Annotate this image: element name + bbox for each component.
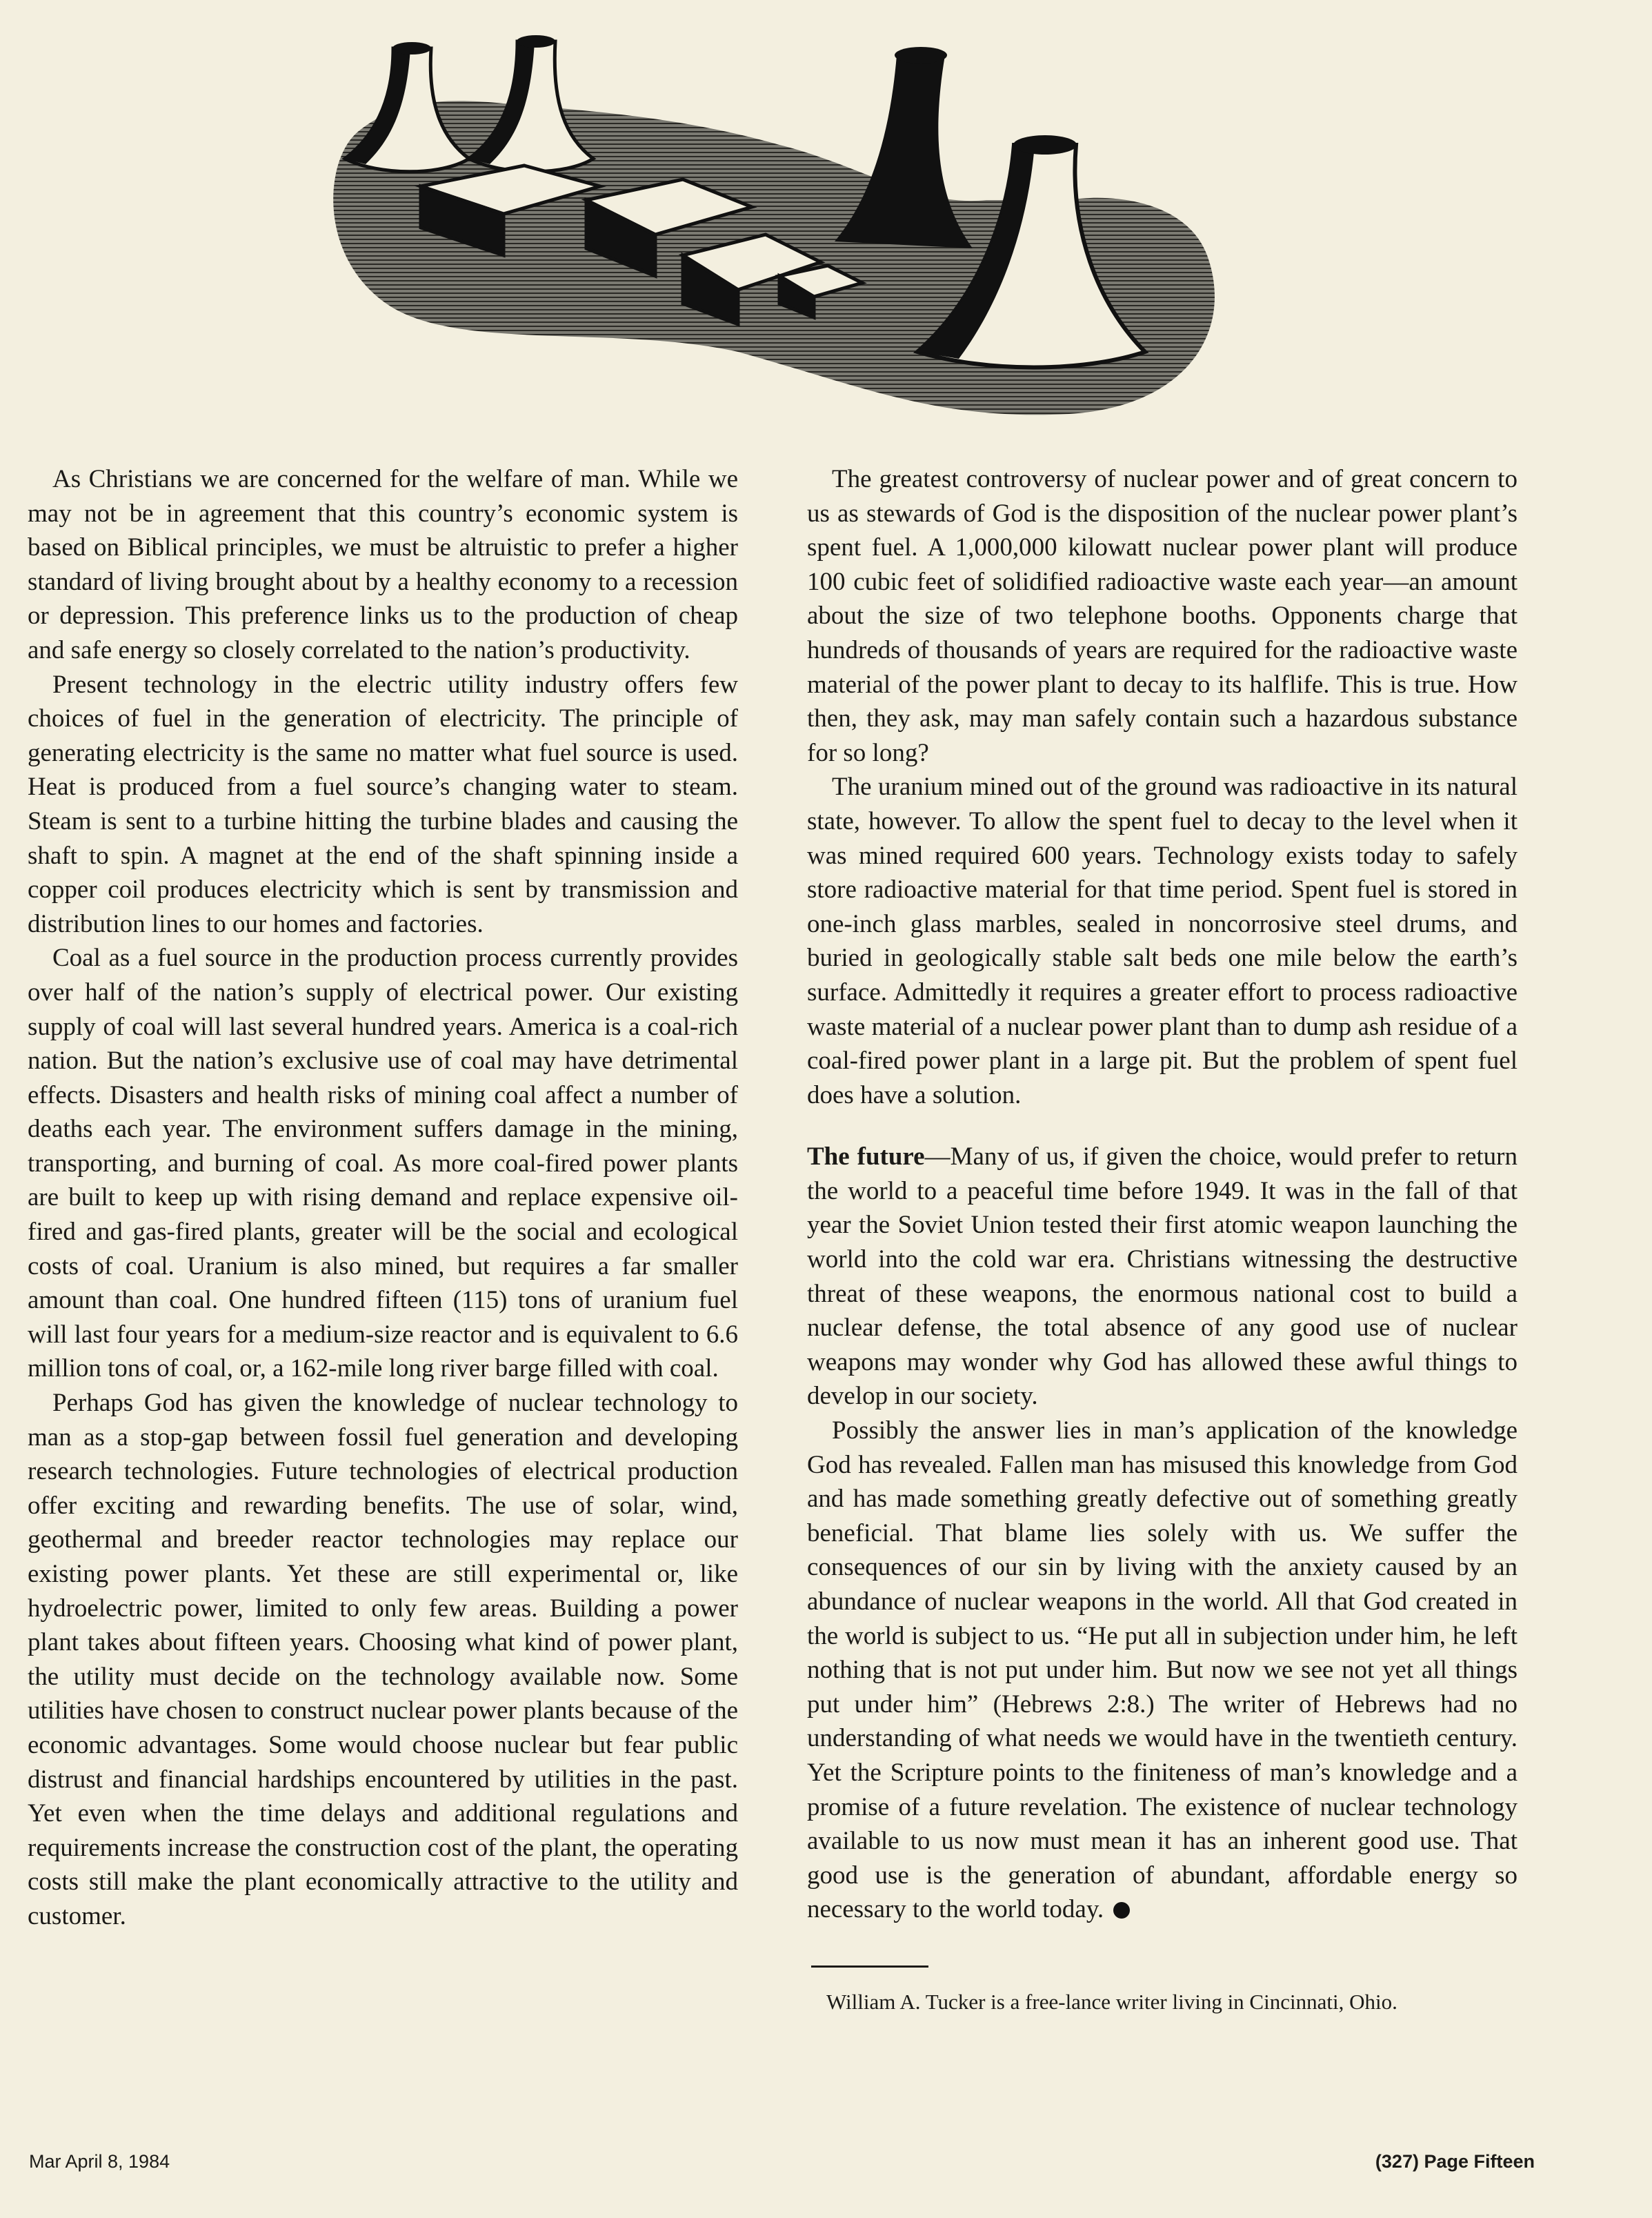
author-rule-divider [811, 1965, 928, 1968]
paragraph-stop-gap: Perhaps God has given the knowledge of nuclear technology to man as a stop-gap between fossil fuel generation and developing research technologies. Future technologies of electrical production offer exciting and rewarding benefits. The use of solar, wind, geothermal and breeder reactor technologies may replace our existing power plants. Yet these are still experimental or, like hydroelectric power, limited to only few areas. Building a power plant takes about fifteen years. Choosing what kind of power plant, the utility must decide on the technology available now. Some utilities have chosen to construct nuclear power plants because of the economic advantages. Some would choose nuclear but fear public distrust and financial hardships encountered by utilities in the past. Yet even when the time delays and additional regulations and requirements increase the construction cost of the plant, the operating costs still make the plant economically attractive to the utility and customer. [28, 1389, 738, 1930]
future-text: —Many of us, if given the choice, would prefer to return the world to a peaceful time before 1949. It was in the fall of that year the Soviet Union tested their first atomic weapon launching the world into the cold war era. Christians witnessing the destructive threat of these weapons, the enormous national cost to build a nuclear defense, the total absence of any good use of nuclear weapons may wonder why God has allowed these awful things to develop in our society. [807, 1142, 1517, 1411]
article-left-column [28, 462, 738, 1934]
paragraph-answer [807, 1414, 1517, 1927]
paragraph-welfare: As Christians we are concerned for the welfare of man. While we may not be in agreement that this country’s economic system is based on Biblical principles, we must be altruistic to prefer a higher standard of living brought about by a healthy economy to a recession or depression. This preference links us to the production of cheap and safe energy so closely correlated to the nation’s productivity. [28, 465, 738, 664]
paragraph-present-technology: Present technology in the electric utility industry offers few choices of fuel in the generation of electricity. The principle of generating electricity is the same no matter what fuel source is used. Heat is produced from a fuel source’s changing water to steam. Steam is sent to a turbine hitting the turbine blades and causing the shaft to spin. A magnet at the end of the shaft spinning inside a copper coil produces electricity which is sent by transmission and distribution lines to our homes and factories. [28, 670, 738, 938]
footer-date: Mar April 8, 1984 [29, 2151, 170, 2172]
answer-text: Possibly the answer lies in man’s application of the knowledge God has revealed. Fallen man has misused this knowledge from God and has made something greatly defective out of something greatly beneficial. That blame lies solely with us. We suffer the consequences of our sin by living with the anxiety caused by an abundance of nuclear weapons in the world. All that God created in the world is subject to us. “He put all in subjection under him, he left nothing that is not put under him. But now we see not yet all things put under him” (Hebrews 2:8.) The writer of Hebrews had no understanding of what needs we would have in the twentieth century. Yet the Scripture points to the finiteness of man’s knowledge and a promise of a future revelation. The existence of nuclear technology available to us now must mean it has an inherent good use. That good use is the generation of abundant, affordable energy so necessary to the world today. [807, 1416, 1517, 1924]
article-right-column [807, 462, 1517, 2016]
cooling-tower-right [835, 55, 973, 248]
nuclear-plant-illustration [297, 28, 1255, 442]
section-heading-future: The future [807, 1142, 925, 1171]
end-of-article-bullet-icon [1113, 1902, 1130, 1919]
author-note: William A. Tucker is a free-lance writer living in Cincinnati, Ohio. [826, 1989, 1397, 2014]
paragraph-coal: Coal as a fuel source in the production process currently provides over half of the nation’s supply of electrical power. Our existing supply of coal will last several hundred years. America is a coal-rich nation. But the nation’s exclusive use of coal may have detrimental effects. Disasters and health risks of mining coal affect a number of deaths each year. The environment suffers damage in the mining, transporting, and burning of coal. As more coal-fired power plants are built to keep up with rising demand and replace expensive oil-fired and gas-fired plants, greater will be the social and ecological costs of coal. Uranium is also mined, but requires a far smaller amount than coal. One hundred fifteen (115) tons of uranium fuel will last four years for a medium-size reactor and is equivalent to 6.6 million tons of coal, or, a 162-mile long river barge filled with coal. [28, 944, 738, 1383]
paragraph-future [807, 1140, 1517, 1414]
footer-page-number: (327) Page Fifteen [1375, 2151, 1535, 2172]
paragraph-uranium: The uranium mined out of the ground was radioactive in its natural state, however. To allow the spent fuel to decay to the level when it was mined required 600 years. Technology exists today to safely store radioactive material for that time period. Spent fuel is stored in one-inch glass marbles, sealed in noncorrosive steel drums, and buried in geologically stable salt beds one mile below the earth’s surface. Admittedly it requires a greater effort to process radioactive waste material of a nuclear power plant than to dump ash residue of a coal-fired power plant in a large pit. But the problem of spent fuel does have a solution. [807, 773, 1517, 1109]
paragraph-controversy: The greatest controversy of nuclear power and of great concern to us as stewards of God is the disposition of the nuclear power plant’s spent fuel. A 1,000,000 kilowatt nuclear power plant will produce 100 cubic feet of solidified radioactive waste each year—an amount about the size of two telephone booths. Opponents charge that hundreds of thousands of years are required for the radioactive waste material of the power plant to decay to its halflife. This is true. How then, they ask, may man safely contain such a hazardous substance for so long? [807, 465, 1517, 767]
